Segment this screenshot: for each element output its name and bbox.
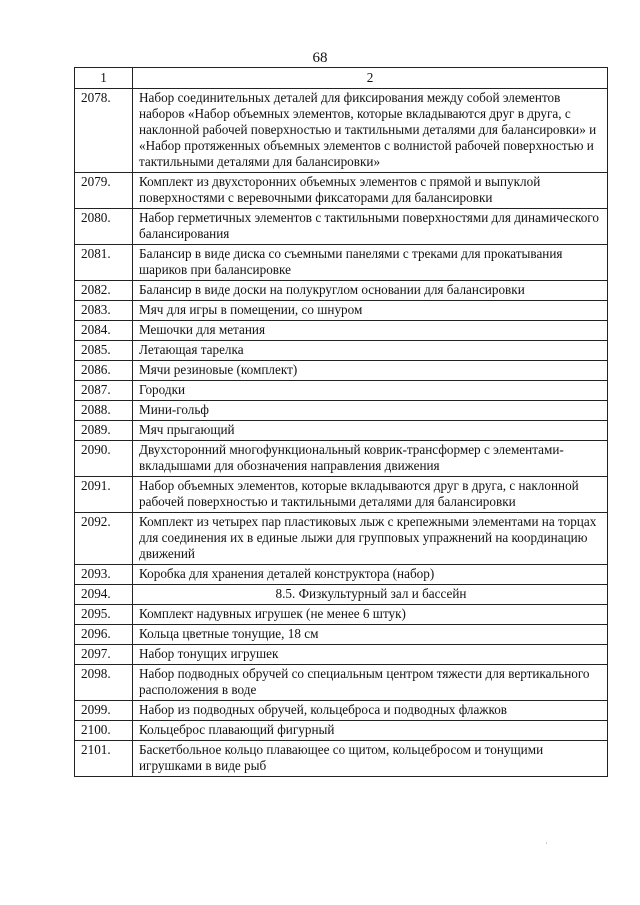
item-description: Комплект из двухсторонних объемных элементов с прямой и выпуклой поверхностями с веревочными фиксаторами для балансировки [133,173,608,209]
table-row [75,477,608,513]
table-row [75,245,608,281]
row-number: 2089. [75,421,133,441]
table-row [75,321,608,341]
table-row [75,441,608,477]
item-description: Кольца цветные тонущие, 18 см [133,625,608,645]
item-description: Набор тонущих игрушек [133,645,608,665]
section-row [75,585,608,605]
row-number: 2085. [75,341,133,361]
table-row [75,721,608,741]
table-row [75,301,608,321]
row-number: 2090. [75,441,133,477]
table-row [75,645,608,665]
row-number: 2086. [75,361,133,381]
section-title: 8.5. Физкультурный зал и бассейн [133,585,608,605]
table-row [75,665,608,701]
table-row [75,625,608,645]
item-description: Набор соединительных деталей для фиксирования между собой элементов наборов «Набор объемных элементов, которые вкладываются друг в друга, с наклонной рабочей поверхностью и тактильными деталями для балансировки» и «Набор протяженных объемных элементов с волнистой рабочей поверхностью и тактильными деталями для балансировки» [133,89,608,173]
row-number: 2084. [75,321,133,341]
table-row [75,701,608,721]
item-description: Баскетбольное кольцо плавающее со щитом, кольцебросом и тонущими игрушками в виде рыб [133,741,608,777]
item-description: Коробка для хранения деталей конструктора (набор) [133,565,608,585]
row-number: 2092. [75,513,133,565]
row-number: 2093. [75,565,133,585]
item-description: Летающая тарелка [133,341,608,361]
column-header-1: 1 [75,68,133,89]
table-row [75,209,608,245]
page-number: 68 [312,50,328,66]
table-row [75,401,608,421]
item-description: Мини-гольф [133,401,608,421]
row-number: 2096. [75,625,133,645]
row-number: 2083. [75,301,133,321]
row-number: 2099. [75,701,133,721]
equipment-table [74,67,608,777]
table-row [75,421,608,441]
item-description: Двухсторонний многофункциональный коврик-трансформер с элементами-вкладышами для обозначения направления движения [133,441,608,477]
table-row [75,605,608,625]
row-number: 2087. [75,381,133,401]
item-description: Мяч прыгающий [133,421,608,441]
table-row [75,173,608,209]
row-number: 2100. [75,721,133,741]
item-description: Набор объемных элементов, которые вкладываются друг в друга, с наклонной рабочей поверхностью и тактильными деталями для балансировки [133,477,608,513]
scan-artifact: · [545,838,548,848]
row-number: 2097. [75,645,133,665]
item-description: Комплект из четырех пар пластиковых лыж с крепежными элементами на торцах для соединения их в единые лыжи для групповых упражнений на координацию движений [133,513,608,565]
table-row [75,361,608,381]
row-number: 2079. [75,173,133,209]
item-description: Набор подводных обручей со специальным центром тяжести для вертикального расположения в воде [133,665,608,701]
item-description: Балансир в виде доски на полукруглом основании для балансировки [133,281,608,301]
row-number: 2080. [75,209,133,245]
row-number: 2082. [75,281,133,301]
table-row [75,513,608,565]
item-description: Мячи резиновые (комплект) [133,361,608,381]
column-header-2: 2 [133,68,608,89]
table-row [75,341,608,361]
table-header-row [75,68,608,89]
item-description: Мяч для игры в помещении, со шнуром [133,301,608,321]
row-number: 2095. [75,605,133,625]
table-row [75,89,608,173]
row-number: 2081. [75,245,133,281]
row-number: 2091. [75,477,133,513]
item-description: Городки [133,381,608,401]
item-description: Комплект надувных игрушек (не менее 6 штук) [133,605,608,625]
item-description: Кольцеброс плавающий фигурный [133,721,608,741]
item-description: Набор герметичных элементов с тактильными поверхностями для динамического балансирования [133,209,608,245]
table-body [75,89,608,777]
table-row [75,381,608,401]
item-description: Набор из подводных обручей, кольцеброса и подводных флажков [133,701,608,721]
row-number: 2098. [75,665,133,701]
row-number: 2101. [75,741,133,777]
row-number: 2088. [75,401,133,421]
table-row [75,565,608,585]
row-number: 2078. [75,89,133,173]
table-row [75,281,608,301]
item-description: Балансир в виде диска со съемными панелями с треками для прокатывания шариков при балансировке [133,245,608,281]
item-description: Мешочки для метания [133,321,608,341]
row-number: 2094. [75,585,133,605]
table-row [75,741,608,777]
